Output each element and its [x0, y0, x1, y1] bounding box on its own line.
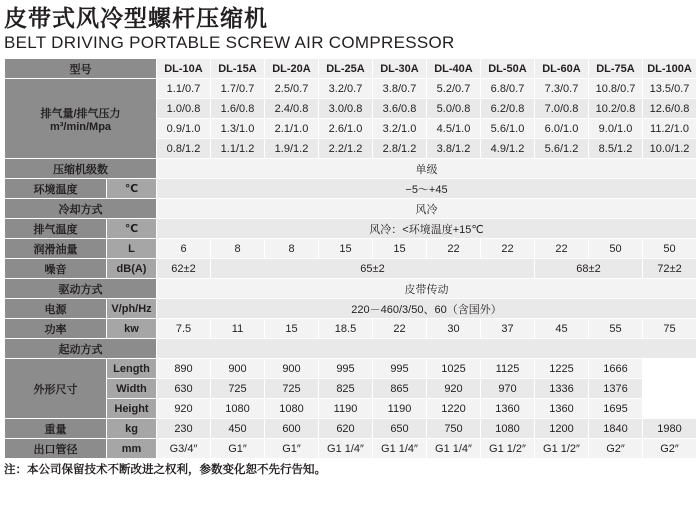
height-cell: 1360	[481, 399, 535, 419]
flow-cell: 9.0/1.0	[589, 119, 643, 139]
length-cell: 995	[319, 359, 373, 379]
row-label-oil-volume: 润滑油量	[5, 239, 107, 259]
width-cell: 825	[319, 379, 373, 399]
power-cell: 15	[265, 319, 319, 339]
flow-header-label	[5, 79, 157, 159]
row-unit-weight: kg	[107, 419, 157, 439]
row-label-ambient-temp: 环境温度	[5, 179, 107, 199]
flow-cell: 6.2/0.8	[481, 99, 535, 119]
outlet-cell: G1 1/2″	[481, 439, 535, 459]
height-cell: 1695	[589, 399, 643, 419]
row-unit-outlet-diameter: mm	[107, 439, 157, 459]
width-cell: 725	[265, 379, 319, 399]
power-cell: 22	[373, 319, 427, 339]
weight-cell: 600	[265, 419, 319, 439]
oil-cell: 22	[535, 239, 589, 259]
length-cell: 1225	[535, 359, 589, 379]
power-cell: 30	[427, 319, 481, 339]
oil-cell: 15	[319, 239, 373, 259]
page-title-cn: 皮带式风冷型螺杆压缩机	[4, 5, 268, 31]
table-row-power	[5, 319, 697, 339]
flow-header-line2: m³/min/Mpa	[49, 120, 112, 133]
flow-cell: 5.0/0.8	[427, 99, 481, 119]
row-label-stages: 压缩机级数	[5, 159, 157, 179]
table-row-flow-1	[5, 79, 697, 99]
oil-cell: 8	[265, 239, 319, 259]
model-cell: DL-10A	[157, 59, 211, 79]
dimension-sublabel-length: Length	[107, 359, 157, 379]
height-cell: 920	[157, 399, 211, 419]
table-row-outlet-diameter	[5, 439, 697, 459]
flow-cell: 3.8/1.2	[427, 139, 481, 159]
oil-cell: 6	[157, 239, 211, 259]
flow-cell: 3.0/0.8	[319, 99, 373, 119]
noise-cell: 72±2	[643, 259, 697, 279]
flow-cell: 2.2/1.2	[319, 139, 373, 159]
flow-cell: 2.8/1.2	[373, 139, 427, 159]
model-cell: DL-75A	[589, 59, 643, 79]
flow-cell: 11.2/1.0	[643, 119, 697, 139]
table-row-discharge-temp	[5, 219, 697, 239]
weight-cell: 750	[427, 419, 481, 439]
table-row-power-supply	[5, 299, 697, 319]
table-row-stages	[5, 159, 697, 179]
row-unit-oil-volume: L	[107, 239, 157, 259]
power-cell: 45	[535, 319, 589, 339]
outlet-cell: G1 1/4″	[373, 439, 427, 459]
oil-cell: 22	[481, 239, 535, 259]
dimension-sublabel-width: Width	[107, 379, 157, 399]
page-title-en: BELT DRIVING PORTABLE SCREW AIR COMPRESSOR	[4, 33, 455, 52]
length-cell: 1666	[589, 359, 643, 379]
row-label-noise: 噪音	[5, 259, 107, 279]
row-value-ambient-temp: −5～+45	[157, 179, 697, 199]
flow-cell: 13.5/0.7	[643, 79, 697, 99]
row-unit-ambient-temp: ℃	[107, 179, 157, 199]
flow-cell: 5.6/1.0	[481, 119, 535, 139]
height-cell: 1190	[373, 399, 427, 419]
power-cell: 55	[589, 319, 643, 339]
flow-cell: 2.6/1.0	[319, 119, 373, 139]
width-cell: 1336	[535, 379, 589, 399]
flow-cell: 0.9/1.0	[157, 119, 211, 139]
weight-cell: 650	[373, 419, 427, 439]
length-cell: 900	[211, 359, 265, 379]
flow-cell: 2.5/0.7	[265, 79, 319, 99]
flow-cell: 3.2/0.7	[319, 79, 373, 99]
length-cell: 1025	[427, 359, 481, 379]
width-cell: 725	[211, 379, 265, 399]
oil-cell: 15	[373, 239, 427, 259]
model-cell: DL-60A	[535, 59, 589, 79]
row-unit-power: kw	[107, 319, 157, 339]
row-label-discharge-temp: 排气温度	[5, 219, 107, 239]
row-label-drive: 驱动方式	[5, 279, 157, 299]
table-row-length	[5, 359, 697, 379]
weight-cell: 620	[319, 419, 373, 439]
outlet-cell: G2″	[589, 439, 643, 459]
flow-cell: 0.8/1.2	[157, 139, 211, 159]
row-value-stages: 单级	[157, 159, 697, 179]
noise-cell: 68±2	[535, 259, 643, 279]
flow-cell: 3.2/1.0	[373, 119, 427, 139]
weight-cell: 230	[157, 419, 211, 439]
table-row-height	[5, 399, 697, 419]
table-row-drive	[5, 279, 697, 299]
model-cell: DL-40A	[427, 59, 481, 79]
table-row-ambient-temp	[5, 179, 697, 199]
model-header-label: 型号	[5, 59, 157, 79]
flow-cell: 4.9/1.2	[481, 139, 535, 159]
flow-cell: 5.6/1.2	[535, 139, 589, 159]
weight-cell: 1080	[481, 419, 535, 439]
flow-cell: 7.0/0.8	[535, 99, 589, 119]
noise-cell: 65±2	[211, 259, 535, 279]
flow-cell: 1.1/0.7	[157, 79, 211, 99]
width-cell: 630	[157, 379, 211, 399]
flow-cell: 3.6/0.8	[373, 99, 427, 119]
outlet-cell: G1″	[211, 439, 265, 459]
flow-cell: 1.6/0.8	[211, 99, 265, 119]
model-cell: DL-100A	[643, 59, 697, 79]
outlet-cell: G1″	[265, 439, 319, 459]
row-value-drive: 皮带传动	[157, 279, 697, 299]
flow-cell: 7.3/0.7	[535, 79, 589, 99]
row-value-start-method	[157, 339, 697, 359]
height-cell: 1190	[319, 399, 373, 419]
table-row-models	[5, 59, 697, 79]
length-cell: 1125	[481, 359, 535, 379]
outlet-cell: G3/4″	[157, 439, 211, 459]
table-row-cooling	[5, 199, 697, 219]
flow-cell: 4.5/1.0	[427, 119, 481, 139]
row-label-start-method: 起动方式	[5, 339, 157, 359]
row-label-outlet-diameter: 出口管径	[5, 439, 107, 459]
footnote: 注：本公司保留技术不断改进之权利，参数变化恕不先行告知。	[4, 464, 326, 476]
outlet-cell: G1 1/4″	[319, 439, 373, 459]
flow-cell: 10.0/1.2	[643, 139, 697, 159]
flow-cell: 12.6/0.8	[643, 99, 697, 119]
flow-cell: 1.7/0.7	[211, 79, 265, 99]
height-cell: 1360	[535, 399, 589, 419]
length-cell: 900	[265, 359, 319, 379]
flow-cell: 10.2/0.8	[589, 99, 643, 119]
specification-table	[4, 58, 697, 459]
length-cell: 995	[373, 359, 427, 379]
height-cell: 1080	[265, 399, 319, 419]
oil-cell: 50	[643, 239, 697, 259]
flow-cell: 5.2/0.7	[427, 79, 481, 99]
outlet-cell: G1 1/2″	[535, 439, 589, 459]
width-cell: 920	[427, 379, 481, 399]
flow-cell: 2.4/0.8	[265, 99, 319, 119]
oil-cell: 50	[589, 239, 643, 259]
weight-cell: 450	[211, 419, 265, 439]
weight-cell: 1980	[643, 419, 697, 439]
flow-cell: 6.0/1.0	[535, 119, 589, 139]
flow-cell: 1.0/0.8	[157, 99, 211, 119]
table-row-start-method	[5, 339, 697, 359]
table-row-noise	[5, 259, 697, 279]
row-label-weight: 重量	[5, 419, 107, 439]
table-row-width	[5, 379, 697, 399]
row-unit-discharge-temp: ℃	[107, 219, 157, 239]
row-label-power: 功率	[5, 319, 107, 339]
weight-cell: 1840	[589, 419, 643, 439]
row-unit-noise: dB(A)	[107, 259, 157, 279]
flow-cell: 8.5/1.2	[589, 139, 643, 159]
flow-header-line1: 排气量/排气压力	[40, 107, 121, 120]
flow-cell: 10.8/0.7	[589, 79, 643, 99]
dimension-sublabel-height: Height	[107, 399, 157, 419]
oil-cell: 22	[427, 239, 481, 259]
power-cell: 18.5	[319, 319, 373, 339]
flow-cell: 1.3/1.0	[211, 119, 265, 139]
power-cell: 75	[643, 319, 697, 339]
model-cell: DL-25A	[319, 59, 373, 79]
width-cell: 970	[481, 379, 535, 399]
weight-cell: 1200	[535, 419, 589, 439]
height-cell: 1220	[427, 399, 481, 419]
model-cell: DL-50A	[481, 59, 535, 79]
outlet-cell: G2″	[643, 439, 697, 459]
flow-cell: 1.9/1.2	[265, 139, 319, 159]
model-cell: DL-15A	[211, 59, 265, 79]
table-row-weight	[5, 419, 697, 439]
row-value-cooling: 风冷	[157, 199, 697, 219]
outlet-cell: G1 1/4″	[427, 439, 481, 459]
power-cell: 11	[211, 319, 265, 339]
width-cell: 1376	[589, 379, 643, 399]
power-cell: 37	[481, 319, 535, 339]
flow-cell: 2.1/1.0	[265, 119, 319, 139]
flow-cell: 1.1/1.2	[211, 139, 265, 159]
row-unit-power-supply: V/ph/Hz	[107, 299, 157, 319]
row-value-discharge-temp: 风冷：<环境温度+15℃	[157, 219, 697, 239]
model-cell: DL-30A	[373, 59, 427, 79]
row-label-cooling: 冷却方式	[5, 199, 157, 219]
noise-cell: 62±2	[157, 259, 211, 279]
spec-sheet-page	[0, 4, 700, 530]
row-label-dimensions: 外形尺寸	[5, 359, 107, 419]
table-row-oil-volume	[5, 239, 697, 259]
row-value-power-supply: 220－460/3/50、60（含国外）	[157, 299, 697, 319]
height-cell: 1080	[211, 399, 265, 419]
model-cell: DL-20A	[265, 59, 319, 79]
length-cell: 890	[157, 359, 211, 379]
width-cell: 865	[373, 379, 427, 399]
power-cell: 7.5	[157, 319, 211, 339]
flow-cell: 3.8/0.7	[373, 79, 427, 99]
flow-cell: 6.8/0.7	[481, 79, 535, 99]
row-label-power-supply: 电源	[5, 299, 107, 319]
oil-cell: 8	[211, 239, 265, 259]
